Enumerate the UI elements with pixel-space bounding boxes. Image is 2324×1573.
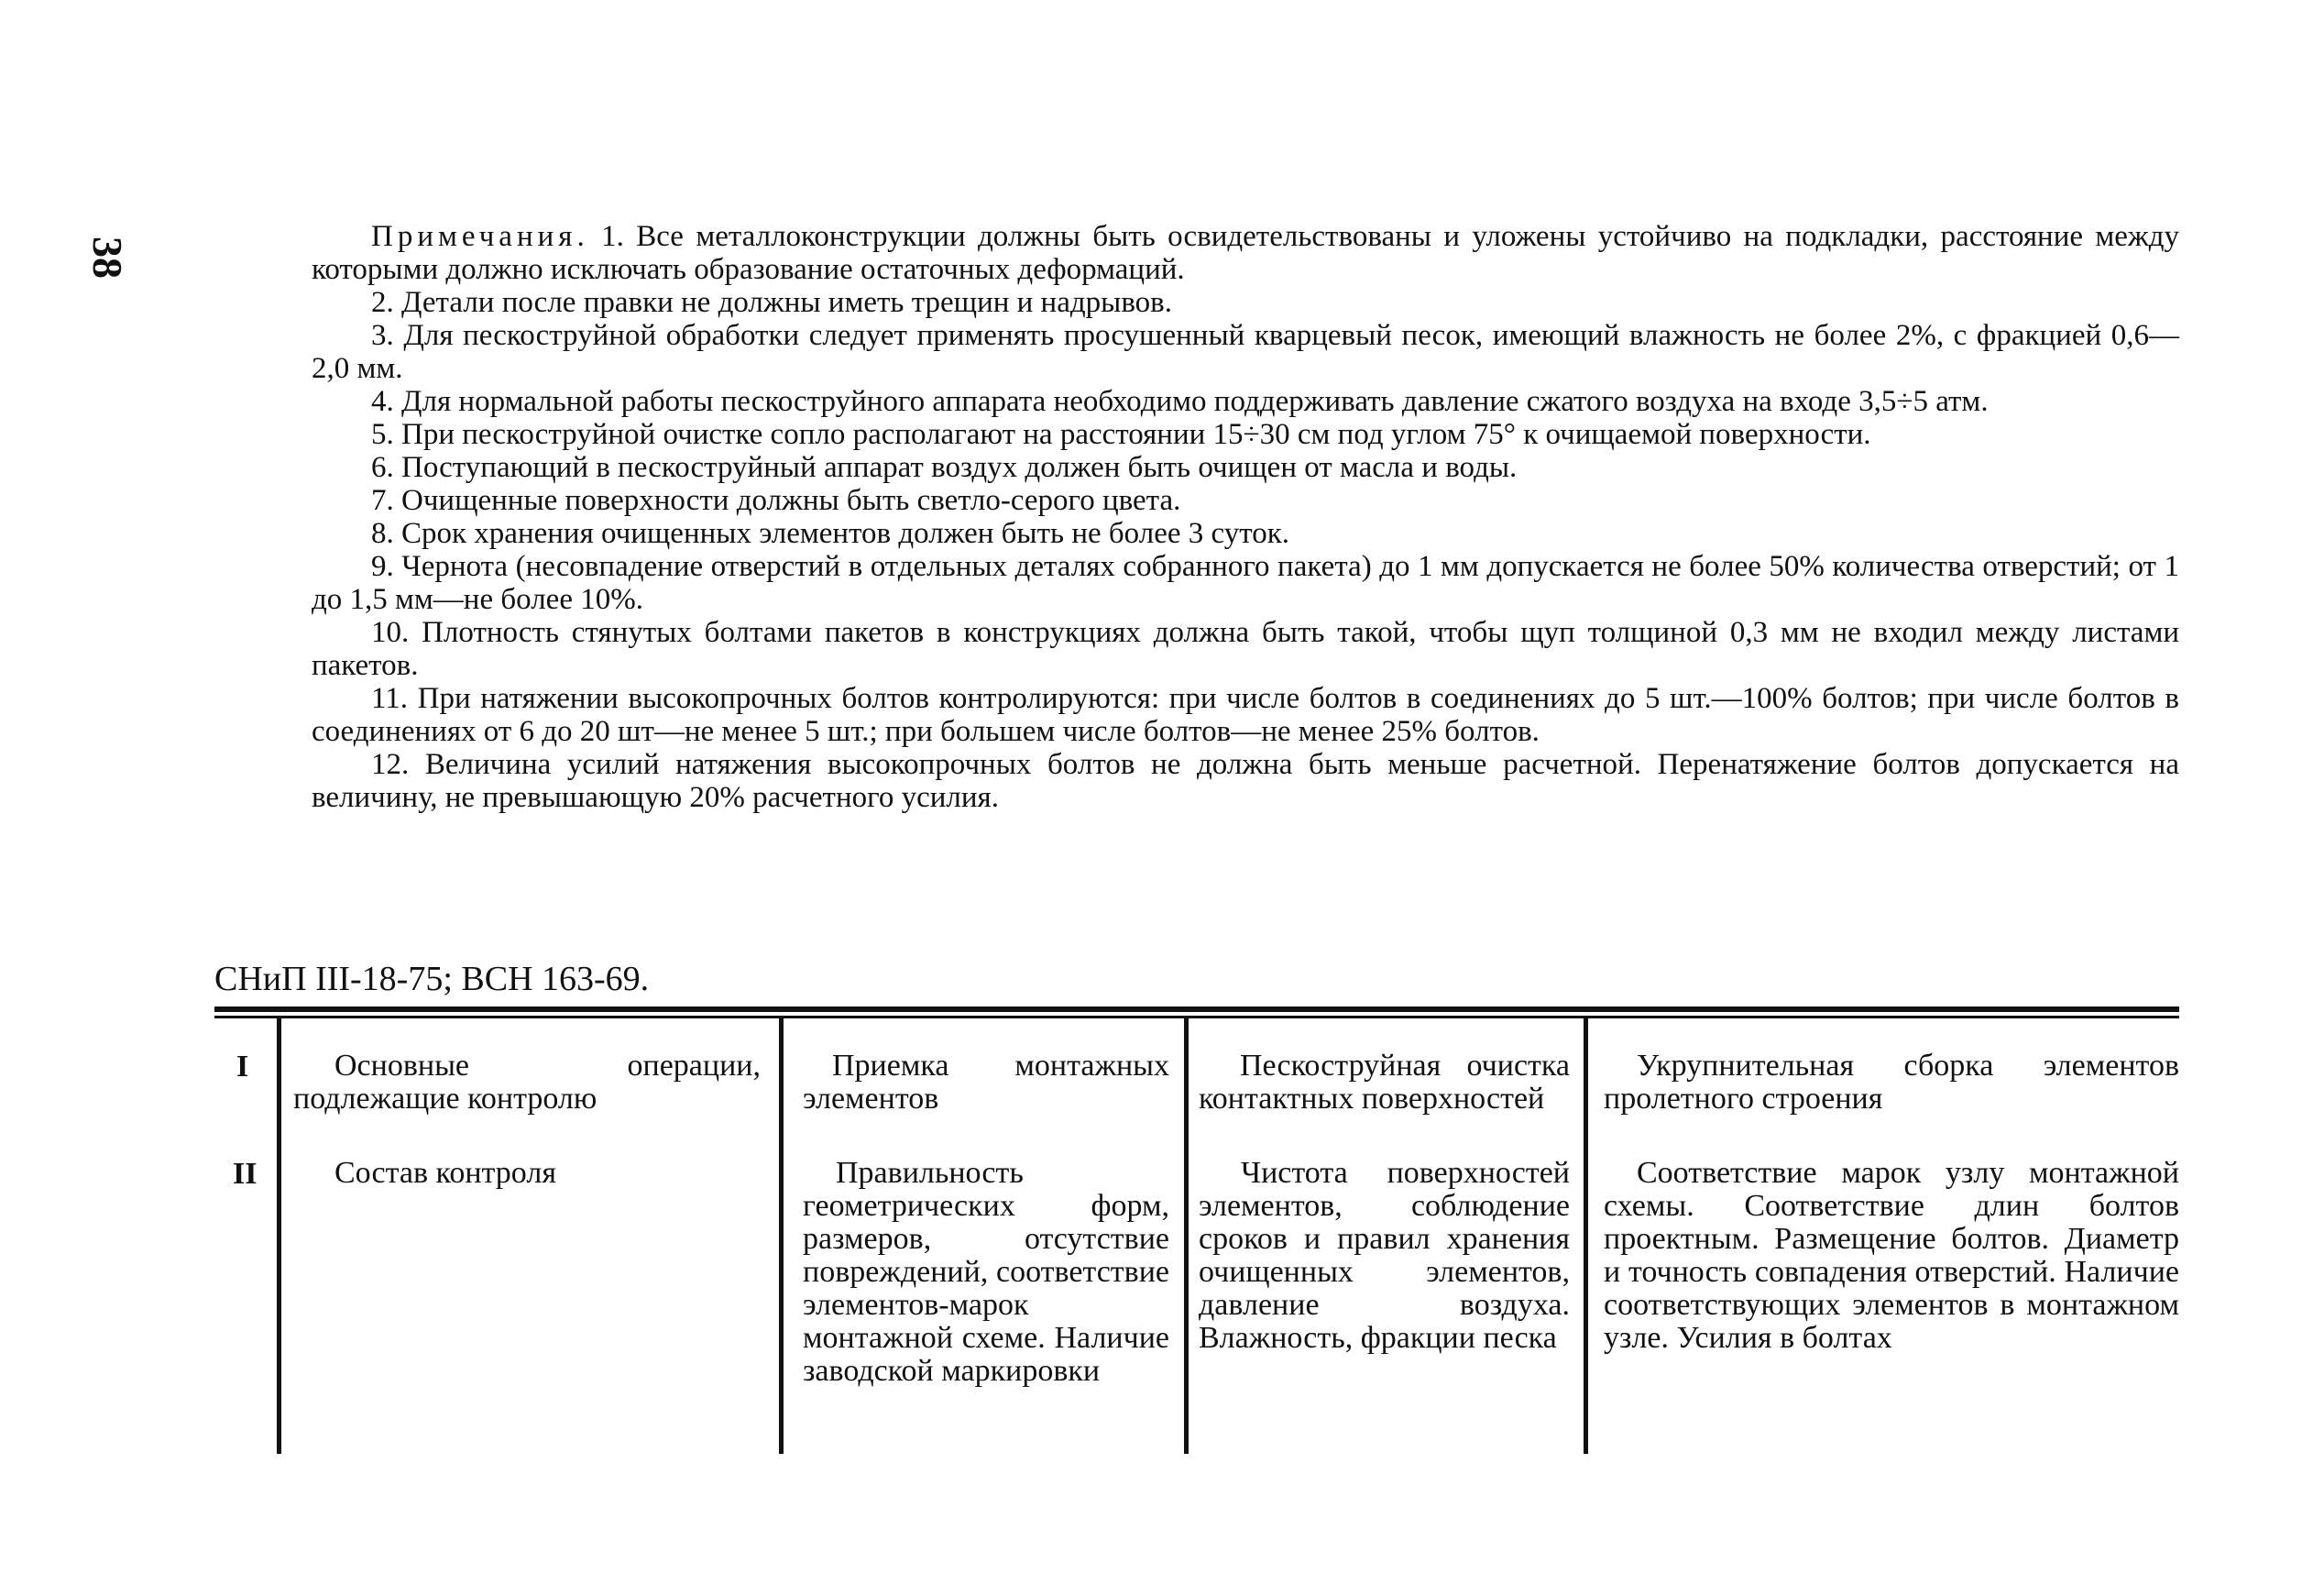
row1-col4: Укрупнительная сборка элементов пролетного строения (1604, 1049, 2179, 1116)
row2-col3: Чистота поверхностей элементов, соблюдение сроков и правил хранения очищенных элементов, давление воздуха. Влажность, фракции песка (1199, 1156, 1570, 1355)
note-10: 10. Плотность стянутых болтами пакетов в конструкциях должна быть такой, чтобы щуп толщиной 0,3 мм не входил между листами пакетов. (312, 616, 2179, 682)
note-5: 5. При пескоструйной очистке сопло располагают на расстоянии 15÷30 см под углом 75° к очищаемой поверхности. (371, 418, 1871, 451)
table-top-rule-thin (214, 1016, 2179, 1018)
row-number-1: I (236, 1050, 249, 1084)
row-number-2: II (233, 1157, 258, 1191)
column-divider-3 (1184, 1016, 1189, 1454)
note-11: 11. При натяжении высокопрочных болтов контролируются: при числе болтов в соединениях до 5 шт.—100% болтов; при числе болтов в соединениях от 6 до 20 шт—не менее 5 шт.; при большем числе болтов—не менее 25% болтов. (312, 682, 2179, 748)
column-divider-1 (277, 1016, 281, 1454)
note-12: 12. Величина усилий натяжения высокопрочных болтов не должна быть меньше расчетной. Перенатяжение болтов допускается на величину, не превышающую 20% расчетного усилия. (312, 748, 2179, 814)
note-8: 8. Срок хранения очищенных элементов должен быть не более 3 суток. (371, 517, 1289, 550)
row1-col2: Приемка монтажных элементов (803, 1049, 1169, 1116)
note-text: 1. Все металлоконструкции должны быть освидетельствованы и уложены устойчиво на подкладки, расстояние между которыми должно исключать образование остаточных деформаций. (312, 220, 2180, 286)
note-4: 4. Для нормальной работы пескоструйного аппарата необходимо поддерживать давление сжатого воздуха на входе 3,5÷5 атм. (371, 385, 1989, 418)
row2-col4: Соответствие марок узлу монтажной схемы. Соответствие длин болтов проектным. Размещение болтов. Диаметр и точность совпадения отверстий. Наличие соответствующих элементов в монтажном узле. Усилия в болтах (1604, 1156, 2179, 1355)
notes-section (312, 220, 2179, 814)
reference-line: СНиП III-18-75; ВСН 163-69. (214, 960, 650, 998)
note-1 (312, 220, 2179, 286)
notes-heading: Примечания. (371, 220, 589, 253)
note-2: 2. Детали после правки не должны иметь трещин и надрывов. (371, 286, 1173, 319)
table-top-rule (214, 1006, 2179, 1012)
note-6: 6. Поступающий в пескоструйный аппарат воздух должен быть очищен от масла и воды. (371, 451, 1518, 484)
column-divider-4 (1584, 1016, 1588, 1454)
note-9: 9. Чернота (несовпадение отверстий в отдельных деталях собранного пакета) до 1 мм допускается не более 50% количества отверстий; от 1 до 1,5 мм—не более 10%. (312, 550, 2179, 616)
row2-col2: Правильность геометрических форм, размеров, отсутствие повреждений, соответствие элементов-марок монтажной схеме. Наличие заводской маркировки (803, 1156, 1169, 1388)
row1-label: Основные операции, подлежащие контролю (293, 1049, 761, 1116)
row1-col3: Пескоструйная очистка контактных поверхностей (1199, 1049, 1570, 1116)
row2-label: Состав контроля (334, 1156, 556, 1190)
page-number: 38 (84, 236, 131, 279)
column-divider-2 (779, 1016, 784, 1454)
note-7: 7. Очищенные поверхности должны быть светло-серого цвета. (371, 484, 1181, 517)
note-3: 3. Для пескоструйной обработки следует применять просушенный кварцевый песок, имеющий влажность не более 2%, с фракцией 0,6—2,0 мм. (312, 319, 2179, 385)
